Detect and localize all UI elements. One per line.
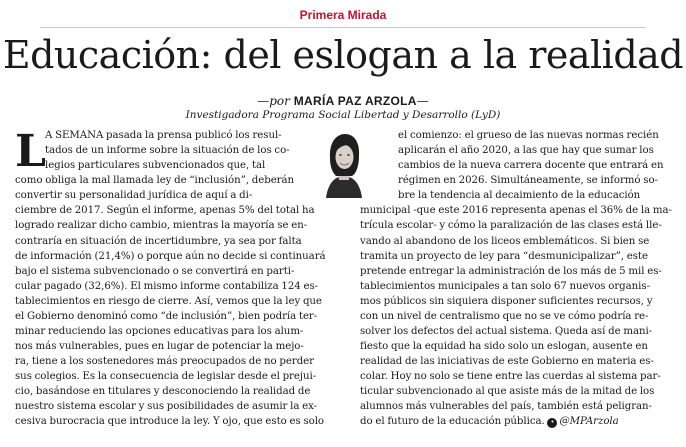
article-text-line: cesiva burocracia que introduce la ley. Y ojo, que esto es solo <box>15 416 324 428</box>
byline-suffix: — <box>416 94 429 108</box>
byline-prefix: —por <box>257 94 290 108</box>
article-text-line: tablecimientos municipales a tan solo 67 nuevos organis- <box>360 280 650 292</box>
article-text-line: contraría en situación de incertidumbre, ya sea por falta <box>15 235 302 247</box>
article-text-line: convertir su personalidad jurídica de aquí a di- <box>15 190 253 202</box>
article-text-line: con un nivel de centralismo que no se ve cómo podría re- <box>360 310 649 322</box>
article-text-line <box>360 414 675 429</box>
article-text-line: realidad de las iniciativas de este Gobierno en materia es- <box>360 356 654 368</box>
article-text-line: cular pagado (32,6%). El mismo informe contabiliza 124 es- <box>15 280 319 292</box>
twitter-icon: • <box>547 418 557 428</box>
author-role: Investigadora Programa Social Libertad y Desarrollo (LyD) <box>185 109 501 121</box>
article-text-line: trícula escolar- y cómo la paralización de las clases está lle- <box>360 220 662 232</box>
article-text-line: A SEMANA pasada la prensa publicó los resul- <box>45 130 282 141</box>
article-text-line: minar reduciendo las opciones educativas para los alum- <box>15 326 304 338</box>
section-label: Primera Mirada <box>299 8 387 22</box>
article-text-line: régimen en 2026. Simultáneamente, se informó so- <box>398 175 658 187</box>
article-text-line: tados de un informe sobre la situación de los co- <box>45 145 290 157</box>
article-text-line: vando al abandono de los liceos emblemáticos. Si bien se <box>360 235 650 247</box>
twitter-handle: @MPArzola <box>559 416 619 428</box>
byline <box>0 94 686 108</box>
article-text-line: fiesto que la equidad ha sido solo un eslogan, ausente en <box>360 341 648 353</box>
article-text-line: solver los defectos del actual sistema. Queda así de mani- <box>360 326 653 338</box>
section-divider <box>40 27 646 28</box>
article-text-fragment: do el futuro de la educación pública. <box>360 416 545 428</box>
article-text-line: bajo el sistema subvencionado o se convertirá en parti- <box>15 265 295 277</box>
article-text-line: pretende entregar la administración de los más de 5 mil es- <box>360 265 662 277</box>
section-header <box>0 4 686 23</box>
article-text-line: ra, tiene a los sostenedores más preocupados de no perder <box>15 356 314 368</box>
article-column-right <box>360 128 675 430</box>
author-name: MARÍA PAZ ARZOLA <box>293 94 417 108</box>
article-text-line: colar. Hoy no solo se tiene entre las cuerdas al sistema par- <box>360 371 661 383</box>
article-text-line: tramita un proyecto de ley para “desmunicipalizar”, este <box>360 250 648 262</box>
article-text-line: ciembre de 2017. Según el informe, apenas 5% del total ha <box>15 205 315 217</box>
article-text-line: el comienzo: el grueso de las nuevas normas recién <box>398 130 659 141</box>
article-column-left <box>15 128 340 430</box>
drop-cap: L <box>15 126 46 177</box>
article-text-line: nos más vulnerables, pues en lugar de potenciar la mejo- <box>15 341 304 353</box>
article-text-line: cambios de la nueva carrera docente que entrará en <box>398 160 664 172</box>
article-text-line: el Gobierno denominó como “de inclusión”, bien podría ter- <box>15 310 318 322</box>
article-text-line: como obliga la mal llamada ley de “inclusión”, deberán <box>15 175 295 187</box>
article-text-line: cio, basándose en titulares y desconociendo la realidad de <box>15 386 311 398</box>
article-text-line: legios particulares subvencionados que, tal <box>45 160 266 172</box>
article-text-line: bre la tendencia al decaimiento de la educación <box>398 190 641 202</box>
article-text-line: nuestro sistema escolar y sus posibilidades de asumir la ex- <box>15 401 318 413</box>
article-text-line: mos públicos sin siquiera disponer suficientes recursos, y <box>360 295 653 307</box>
article-text-line: logrado realizar dicho cambio, mientras la mayoría se en- <box>15 220 308 232</box>
article-text-line: sus colegios. Es la consecuencia de legislar desde el prejui- <box>15 371 317 383</box>
article-text-line: alumnos más vulnerables del país, también está peligran- <box>360 401 652 413</box>
article-text-line: municipal -que este 2016 representa apenas el 36% de la ma- <box>360 205 672 217</box>
headline: Educación: del eslogan a la realidad <box>2 33 684 77</box>
article-text-line: de información (21,4%) o porque aún no decide si continuará <box>15 250 326 262</box>
article-text-line: tablecimientos en riesgo de cierre. Así, vemos que la ley que <box>15 295 322 307</box>
article-text-line: ticular subvencionado al que asiste más de la mitad de los <box>360 386 655 398</box>
article-text-line: aplicarán el año 2020, a las que hay que sumar los <box>398 145 654 157</box>
